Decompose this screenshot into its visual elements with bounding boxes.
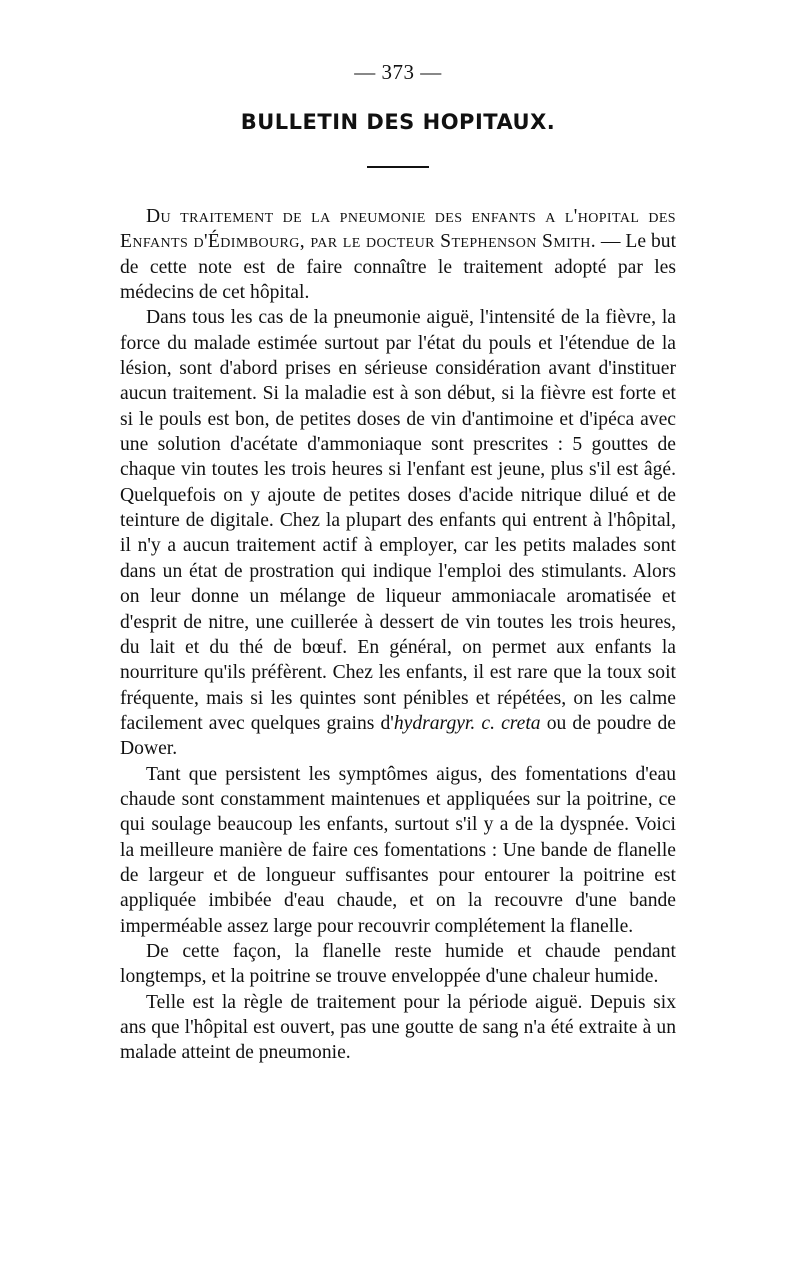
section-title: BULLETIN DES HOPITAUX. — [240, 110, 556, 134]
paragraph-italic-term: hydrargyr. c. creta — [393, 712, 541, 734]
paragraph-text-end: ou de poudre de Dower. — [120, 712, 676, 760]
title-rule-divider — [367, 166, 429, 168]
page — [120, 58, 676, 1066]
article-title: Du traitement de la pneumonie des enfants a l'hopital des Enfants d'Édimbourg, par le docteur Stephenson Smith. — [120, 206, 676, 253]
page-number: — 373 — — [354, 60, 442, 84]
article-paragraph-fomentations: Tant que persistent les symptômes aigus, des fomentations d'eau chaude sont constamment maintenues et appliquées sur la poitrine, ce qui soulage beaucoup les enfants, surtout s'il y a de la dyspnée. Voici la meilleure manière de faire ces fomentations : Une bande de flanelle de largeur et de longueur suffisantes pour entourer la poitrine est appliquée imbibée d'eau chaude, et on la recouvre d'une bande imperméable assez large pour recouvrir complétement la flanelle. — [120, 763, 676, 937]
article-title-dash: — — [596, 231, 626, 253]
article-paragraph-treatment — [120, 305, 676, 761]
article-intro-text: Le but de cette note est de faire connaître le traitement adopté par les médecins de cet hôpital. — [120, 231, 677, 304]
article-paragraph-rule: Telle est la règle de traitement pour la période aiguë. Depuis six ans que l'hôpital est ouvert, pas une goutte de sang n'a été extraite à un malade atteint de pneumonie. — [120, 991, 676, 1064]
article-body — [120, 204, 676, 1066]
article-paragraph-flannel: De cette façon, la flanelle reste humide et chaude pendant longtemps, et la poitrine se trouve enveloppée d'une chaleur humide. — [120, 940, 676, 988]
article-paragraph-intro — [120, 204, 676, 305]
paragraph-text: Dans tous les cas de la pneumonie aiguë, l'intensité de la fièvre, la force du malade estimée surtout par l'état du pouls et l'étendue de la lésion, sont d'abord prises en sérieuse considération avant d'instituer aucun traitement. Si la maladie est à son début, si la fièvre est forte et si le pouls est bon, de petites doses de vin d'antimoine et d'ipéca avec une solution d'acétate d'ammoniaque sont prescrites : 5 gouttes de chaque vin toutes les trois heures si l'enfant est jeune, plus s'il est âgé. Quelquefois on y ajoute de petites doses d'acide nitrique dilué et de teinture de digitale. Chez la plupart des enfants qui entrent à l'hôpital, il n'y a aucun traitement actif à employer, car les petits malades sont dans un état de prostration qui indique l'emploi des stimulants. Alors on leur donne un mélange de liqueur ammoniacale aromatisée et d'esprit de nitre, une cuillerée à dessert de vin toutes les trois heures, du lait et du thé de bœuf. En général, on permet aux enfants la nourriture qu'ils préfèrent. Chez les enfants, il est rare que la toux soit fréquente, mais si les quintes sont pénibles et répétées, on les calme facilement avec quelques grains d' — [120, 307, 676, 734]
